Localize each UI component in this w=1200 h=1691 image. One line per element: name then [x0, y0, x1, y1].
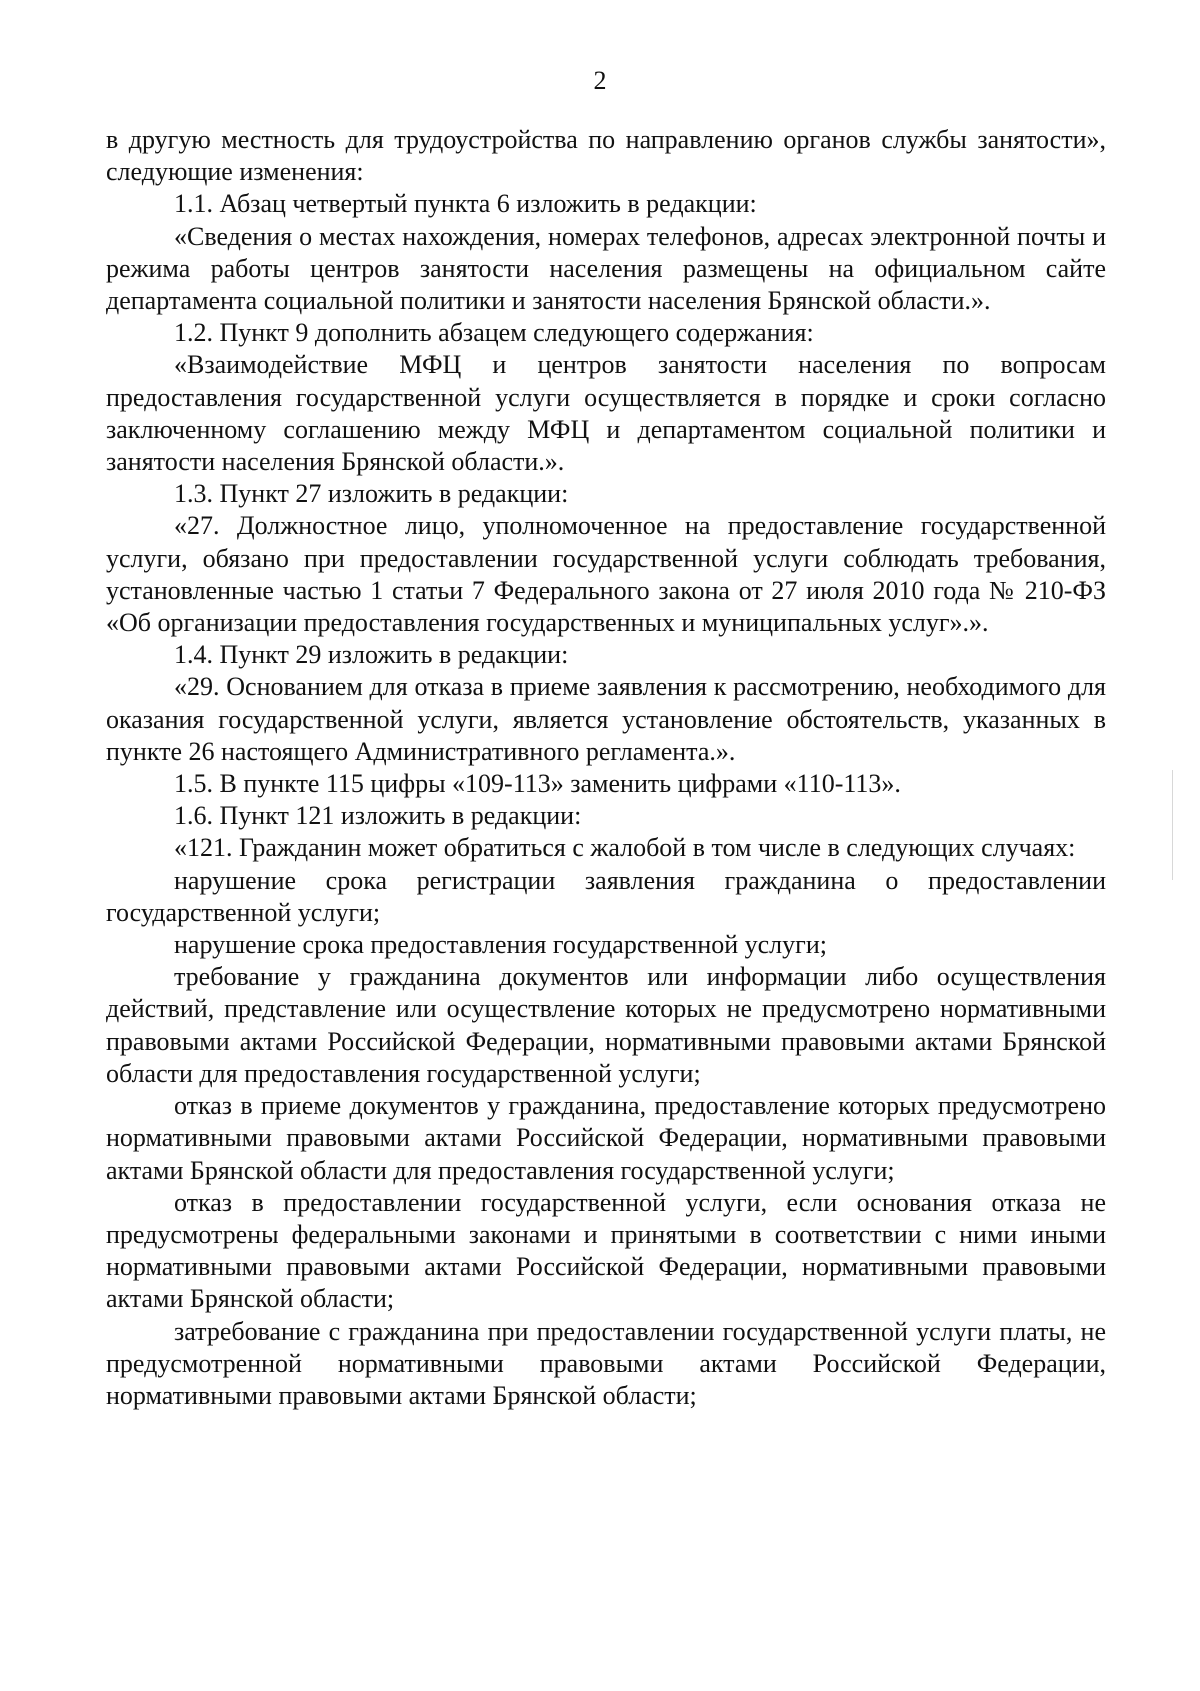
complaint-case-4: отказ в приеме документов у гражданина, предоставление которых предусмотрено нормативными правовыми актами Российской Федерации, нормативными правовыми актами Брянской области для предоставления государственной услуги;: [106, 1091, 1106, 1185]
scan-artifact-line: [1172, 770, 1173, 880]
paragraph-item-1-3: 1.3. Пункт 27 изложить в редакции:: [174, 479, 569, 509]
complaint-case-3: требование у гражданина документов или информации либо осуществления действий, представление или осуществление которых не предусмотрено нормативными правовыми актами Российской Федерации, нормативными правовыми актами Брянской области для предоставления государственной услуги;: [106, 962, 1106, 1088]
paragraph-item-1-6-quote: «121. Гражданин может обратиться с жалобой в том числе в следующих случаях:: [174, 833, 1076, 863]
paragraph-item-1-5: 1.5. В пункте 115 цифры «109-113» заменить цифрами «110-113».: [174, 769, 901, 799]
complaint-case-2: нарушение срока предоставления государственной услуги;: [174, 930, 827, 960]
paragraph-item-1-4-quote: «29. Основанием для отказа в приеме заявления к рассмотрению, необходимого для оказания государственной услуги, является установление обстоятельств, указанных в пункте 26 настоящего Административного регламента.».: [106, 672, 1106, 766]
paragraph-item-1-2-quote: «Взаимодействие МФЦ и центров занятости населения по вопросам предоставления государственной услуги осуществляется в порядке и сроки согласно заключенному соглашению между МФЦ и департаментом социальной политики и занятости населения Брянской области.».: [106, 350, 1106, 477]
paragraph-item-1-6: 1.6. Пункт 121 изложить в редакции:: [174, 801, 582, 831]
complaint-case-5: отказ в предоставлении государственной услуги, если основания отказа не предусмотрены федеральными законами и принятыми в соответствии с ними иными нормативными правовыми актами Российской Федерации, нормативными правовыми актами Брянской области;: [106, 1187, 1106, 1314]
paragraph-item-1-1-quote: «Сведения о местах нахождения, номерах телефонов, адресах электронной почты и режима работы центров занятости населения размещены на официальном сайте департамента социальной политики и занятости населения Брянской области.».: [106, 221, 1106, 316]
complaint-case-1: нарушение срока регистрации заявления гражданина о предоставлении государственной услуги;: [106, 865, 1106, 927]
page-number: 2: [593, 66, 607, 95]
paragraph-item-1-2: 1.2. Пункт 9 дополнить абзацем следующего содержания:: [174, 318, 814, 348]
document-body: [106, 124, 1106, 1412]
complaint-case-6: затребование с гражданина при предоставлении государственной услуги платы, не предусмотренной нормативными правовыми актами Российской Федерации, нормативными правовыми актами Брянской области;: [106, 1316, 1106, 1410]
paragraph-intro: в другую местность для трудоустройства по направлению органов службы занятости», следующие изменения:: [106, 125, 1106, 187]
paragraph-item-1-1: 1.1. Абзац четвертый пункта 6 изложить в редакции:: [174, 189, 757, 219]
paragraph-item-1-3-quote: «27. Должностное лицо, уполномоченное на предоставление государственной услуги, обязано при предоставлении государственной услуги соблюдать требования, установленные частью 1 статьи 7 Федерального закона от 27 июля 2010 года № 210-ФЗ «Об организации предоставления государственных и муниципальных услуг».».: [106, 511, 1106, 638]
paragraph-item-1-4: 1.4. Пункт 29 изложить в редакции:: [174, 640, 569, 670]
